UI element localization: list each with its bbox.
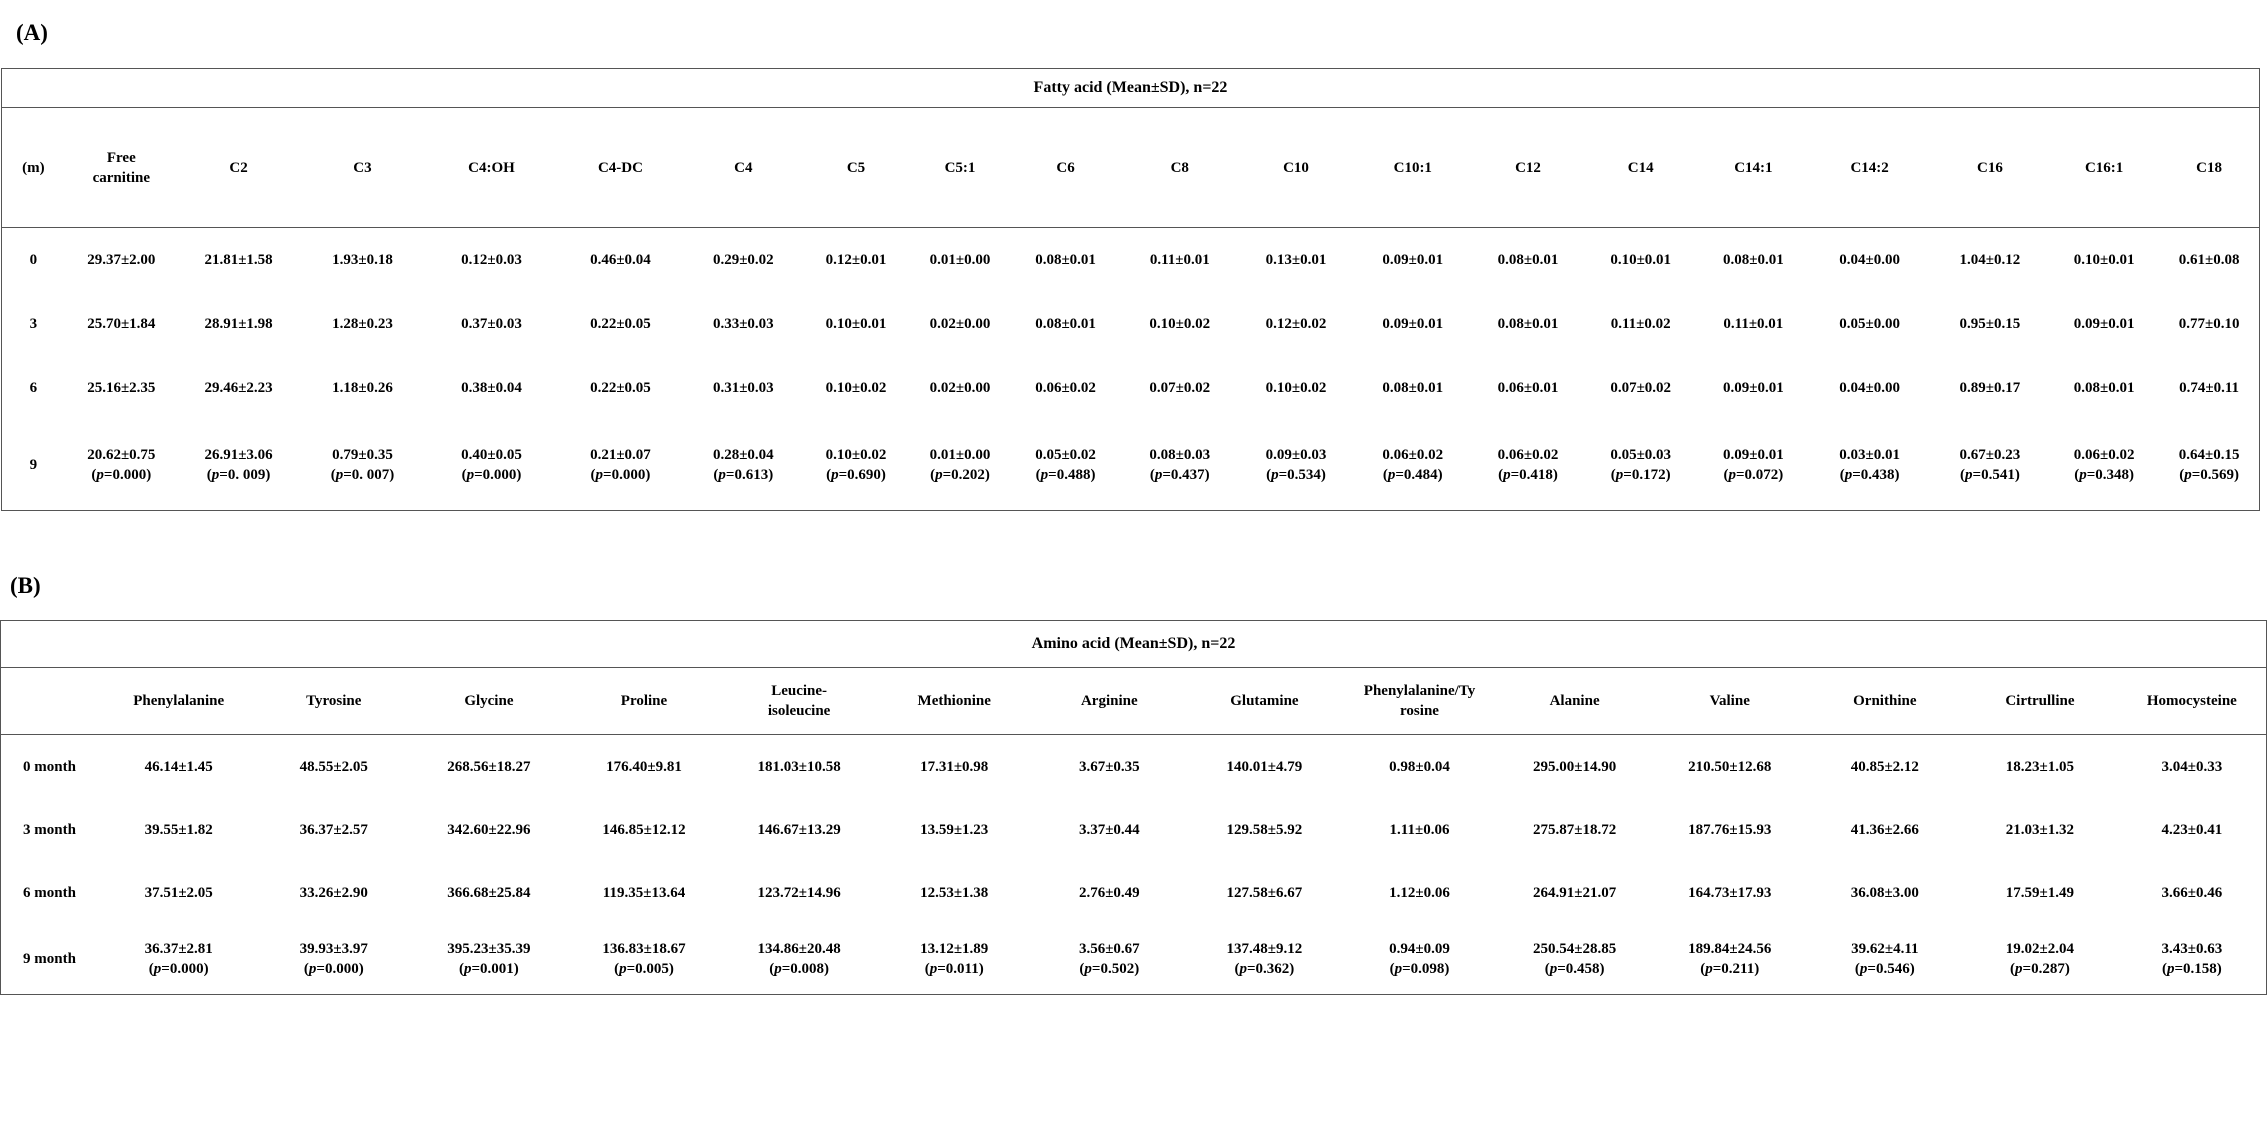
table-cell: 0.08±0.01	[1382, 380, 1444, 396]
table-cell: 0.08±0.01	[1722, 252, 1784, 268]
table-cell: 146.67±13.29	[757, 821, 841, 838]
table-cell: 123.72±14.96	[757, 884, 841, 901]
p-value: (p=0.008)	[769, 961, 829, 977]
table-cell: 4.23±0.41	[2161, 821, 2223, 838]
table-cell: 0.07±0.02	[1610, 380, 1672, 396]
table-cell	[1187, 924, 1342, 995]
mean-sd-value: 0.67±0.23	[1959, 447, 2021, 463]
table-cell	[1239, 420, 1352, 511]
row-label: 9	[29, 457, 38, 473]
table-cell: 264.91±21.07	[1532, 884, 1617, 901]
table-cell: 0.33±0.03	[712, 316, 774, 332]
table-cell: 0.08±0.01	[1497, 252, 1559, 268]
table-cell: 3.66±0.46	[2161, 884, 2223, 901]
column-header: Tyrosine	[257, 668, 412, 735]
table-cell	[1808, 420, 1930, 511]
column-header: C6	[1011, 108, 1120, 228]
column-header	[1, 668, 101, 735]
table-cell	[1962, 924, 2118, 995]
table-cell	[1011, 420, 1120, 511]
table-cell: 29.46±2.23	[204, 380, 273, 396]
table-cell: 0.13±0.01	[1265, 252, 1327, 268]
table-row	[2, 228, 2260, 293]
header-row	[2, 108, 2260, 228]
table-cell: 0.10±0.02	[825, 380, 887, 396]
table-cell	[1473, 420, 1583, 511]
table-cell: 3.67±0.35	[1078, 758, 1140, 775]
column-header: C4:OH	[426, 108, 558, 228]
mean-sd-value: 0.09±0.03	[1265, 447, 1327, 463]
table-cell: 210.50±12.68	[1688, 758, 1772, 775]
table-cell: 127.58±6.67	[1226, 884, 1303, 901]
table-cell: 28.91±1.98	[204, 316, 273, 332]
table-cell: 0.37±0.03	[461, 316, 522, 332]
column-header: C4	[684, 108, 803, 228]
column-header: Phenylalanine/Ty rosine	[1342, 668, 1498, 735]
p-value: (p=0.438)	[1839, 467, 1900, 483]
amino-acid-table-body	[1, 621, 2267, 995]
table-cell	[684, 420, 803, 511]
table-cell: 0.10±0.01	[1610, 252, 1672, 268]
table-cell: 0.12±0.01	[825, 252, 887, 268]
mean-sd-value: 0.28±0.04	[712, 447, 774, 463]
mean-sd-value: 19.02±2.04	[2005, 941, 2075, 957]
table-cell: 1.18±0.26	[332, 380, 393, 396]
p-value: (p=0.000)	[148, 961, 209, 977]
table-cell	[877, 924, 1032, 995]
table-cell: 0.09±0.01	[1382, 252, 1444, 268]
p-value: (p=0.158)	[2161, 961, 2222, 977]
table-cell: 0.08±0.01	[1035, 316, 1096, 332]
mean-sd-value: 0.06±0.02	[1497, 447, 1559, 463]
table-cell: 0.12±0.02	[1265, 316, 1327, 332]
p-value: (p=0.534)	[1266, 467, 1326, 483]
table-cell: 366.68±25.84	[447, 884, 531, 901]
column-header: Valine	[1652, 668, 1808, 735]
table-cell	[909, 420, 1011, 511]
column-header: Arginine	[1032, 668, 1188, 735]
table-cell	[1032, 924, 1188, 995]
p-value: (p=0.488)	[1035, 467, 1096, 483]
table-cell: 0.04±0.00	[1839, 380, 1900, 396]
column-header: Phenylalanine	[101, 668, 257, 735]
table-cell	[721, 924, 877, 995]
mean-sd-value: 0.06±0.02	[1382, 447, 1444, 463]
column-header: Free carnitine	[65, 108, 178, 228]
mean-sd-value: 0.05±0.03	[1610, 447, 1672, 463]
table-cell: 46.14±1.45	[144, 758, 213, 775]
row-label: 3 month	[23, 821, 76, 838]
row-label: 0	[29, 252, 38, 268]
row-label: 6 month	[23, 884, 76, 901]
column-header: C14	[1583, 108, 1698, 228]
table-cell: 17.31±0.98	[920, 758, 989, 775]
p-value: (p=0.546)	[1854, 961, 1915, 977]
column-header: C12	[1473, 108, 1583, 228]
table-cell: 0.09±0.01	[2073, 316, 2135, 332]
table-cell	[1698, 420, 1808, 511]
table-cell: 36.37±2.57	[299, 821, 368, 838]
column-header: C14:1	[1698, 108, 1808, 228]
mean-sd-value: 134.86±20.48	[757, 941, 841, 957]
column-header: C10:1	[1353, 108, 1473, 228]
table-cell: 0.12±0.03	[461, 252, 522, 268]
table-row	[2, 420, 2260, 511]
column-header: C3	[299, 108, 425, 228]
table-cell: 1.28±0.23	[332, 316, 393, 332]
p-value: (p=0.541)	[1960, 467, 2020, 483]
table-cell: 0.77±0.10	[2178, 316, 2240, 332]
table-cell: 1.11±0.06	[1389, 821, 1450, 838]
table-cell	[2118, 924, 2267, 995]
p-value: (p=0. 007)	[330, 467, 395, 483]
fatty-acid-table-body	[2, 69, 2260, 511]
table-cell: 119.35±13.64	[602, 884, 686, 901]
p-value: (p=0.437)	[1149, 467, 1210, 483]
panel-b-label: (B)	[10, 573, 41, 598]
p-value: (p=0.484)	[1382, 467, 1443, 483]
p-value: (p=0.211)	[1700, 961, 1760, 977]
table-cell: 0.10±0.02	[1265, 380, 1327, 396]
panel-a-label: (A)	[16, 20, 48, 45]
mean-sd-value: 0.79±0.35	[332, 447, 393, 463]
p-value: (p=0.287)	[2010, 961, 2070, 977]
p-value: (p=0.613)	[713, 467, 774, 483]
column-header: Leucine- isoleucine	[721, 668, 877, 735]
mean-sd-value: 0.05±0.02	[1035, 447, 1096, 463]
column-header: Glutamine	[1187, 668, 1342, 735]
table-row	[1, 924, 2267, 995]
mean-sd-value: 250.54±28.85	[1532, 941, 1617, 957]
table-cell: 0.08±0.01	[2073, 380, 2135, 396]
mean-sd-value: 0.03±0.01	[1839, 447, 1900, 463]
table-cell: 0.02±0.00	[929, 316, 991, 332]
table-row	[1, 798, 2267, 861]
table-row	[2, 292, 2260, 356]
p-value: (p=0. 009)	[206, 467, 271, 483]
column-header: Cirtrulline	[1962, 668, 2118, 735]
table-cell: 0.11±0.01	[1149, 252, 1210, 268]
mean-sd-value: 26.91±3.06	[204, 447, 273, 463]
mean-sd-value: 0.40±0.05	[461, 447, 522, 463]
p-value: (p=0.000)	[303, 961, 364, 977]
mean-sd-value: 137.48±9.12	[1226, 941, 1303, 957]
table-cell: 342.60±22.96	[447, 821, 531, 838]
p-value: (p=0.690)	[826, 467, 886, 483]
table-title: Amino acid (Mean±SD), n=22	[1, 621, 2267, 668]
table-cell	[1931, 420, 2049, 511]
table-cell	[426, 420, 558, 511]
table-cell: 0.61±0.08	[2178, 252, 2240, 268]
mean-sd-value: 0.01±0.00	[929, 447, 991, 463]
table-cell: 0.08±0.01	[1035, 252, 1096, 268]
table-cell: 0.02±0.00	[929, 380, 991, 396]
column-header: C10	[1239, 108, 1352, 228]
mean-sd-value: 0.94±0.09	[1389, 941, 1450, 957]
table-cell: 25.70±1.84	[87, 316, 156, 332]
column-header: Homocysteine	[2118, 668, 2267, 735]
p-value: (p=0.005)	[614, 961, 674, 977]
column-header: C4-DC	[557, 108, 683, 228]
p-value: (p=0.072)	[1723, 467, 1784, 483]
table-cell: 1.12±0.06	[1389, 884, 1450, 901]
table-cell: 0.31±0.03	[712, 380, 774, 396]
mean-sd-value: 0.64±0.15	[2178, 447, 2240, 463]
table-cell: 12.53±1.38	[920, 884, 989, 901]
table-cell: 164.73±17.93	[1688, 884, 1772, 901]
table-cell: 0.06±0.01	[1497, 380, 1559, 396]
table-cell	[257, 924, 412, 995]
table-cell: 268.56±18.27	[447, 758, 531, 775]
p-value: (p=0.172)	[1610, 467, 1671, 483]
column-header: C16:1	[2049, 108, 2159, 228]
table-cell: 0.11±0.01	[1723, 316, 1784, 332]
mean-sd-value: 39.62±4.11	[1851, 941, 1919, 957]
row-label: 6	[29, 380, 38, 396]
column-header: (m)	[2, 108, 65, 228]
table-cell: 21.03±1.32	[2005, 821, 2075, 838]
row-label: 9 month	[23, 951, 76, 967]
mean-sd-value: 36.37±2.81	[144, 941, 213, 957]
p-value: (p=0.502)	[1079, 961, 1140, 977]
mean-sd-value: 136.83±18.67	[602, 941, 686, 957]
column-header: C14:2	[1808, 108, 1930, 228]
table-cell	[803, 420, 909, 511]
table-cell: 0.10±0.01	[2073, 252, 2135, 268]
column-header: Methionine	[877, 668, 1032, 735]
table-row	[1, 861, 2267, 924]
column-header: C18	[2159, 108, 2259, 228]
p-value: (p=0.000)	[590, 467, 651, 483]
table-cell: 0.01±0.00	[929, 252, 991, 268]
table-cell: 36.08±3.00	[1850, 884, 1919, 901]
table-cell	[65, 420, 178, 511]
column-header: C2	[178, 108, 299, 228]
table-title-row	[1, 621, 2267, 668]
table-cell: 0.22±0.05	[590, 380, 651, 396]
table-cell	[567, 924, 722, 995]
p-value: (p=0.458)	[1544, 961, 1605, 977]
p-value: (p=0.569)	[2179, 467, 2239, 483]
table-cell: 176.40±9.81	[606, 758, 682, 775]
table-cell	[1808, 924, 1963, 995]
column-header: C16	[1931, 108, 2049, 228]
table-cell: 17.59±1.49	[2005, 884, 2075, 901]
row-label: 3	[29, 316, 38, 332]
table-cell	[1353, 420, 1473, 511]
table-cell	[2159, 420, 2259, 511]
table-cell: 0.10±0.02	[1149, 316, 1211, 332]
table-cell: 0.06±0.02	[1035, 380, 1096, 396]
table-cell: 181.03±10.58	[757, 758, 841, 775]
table-cell: 41.36±2.66	[1850, 821, 1919, 838]
table-cell: 37.51±2.05	[144, 884, 213, 901]
column-header: C8	[1120, 108, 1239, 228]
mean-sd-value: 189.84±24.56	[1688, 941, 1772, 957]
table-cell	[557, 420, 683, 511]
table-cell: 18.23±1.05	[2005, 758, 2075, 775]
mean-sd-value: 3.56±0.67	[1078, 941, 1140, 957]
mean-sd-value: 0.10±0.02	[825, 447, 887, 463]
table-cell: 3.04±0.33	[2161, 758, 2223, 775]
table-cell: 0.98±0.04	[1389, 758, 1450, 775]
p-value: (p=0.000)	[91, 467, 152, 483]
mean-sd-value: 13.12±1.89	[920, 941, 989, 957]
table-cell: 129.58±5.92	[1226, 821, 1303, 838]
table-cell: 29.37±2.00	[87, 252, 156, 268]
table-title: Fatty acid (Mean±SD), n=22	[2, 69, 2260, 108]
table-cell	[411, 924, 567, 995]
table-cell: 0.07±0.02	[1149, 380, 1211, 396]
table-cell: 21.81±1.58	[204, 252, 273, 268]
table-cell: 0.11±0.02	[1610, 316, 1671, 332]
p-value: (p=0.362)	[1234, 961, 1295, 977]
table-cell: 2.76±0.49	[1078, 884, 1140, 901]
mean-sd-value: 39.93±3.97	[299, 941, 368, 957]
table-cell: 1.04±0.12	[1959, 252, 2021, 268]
table-cell: 33.26±2.90	[299, 884, 368, 901]
table-cell: 13.59±1.23	[920, 821, 989, 838]
p-value: (p=0.098)	[1389, 961, 1450, 977]
table-cell	[1652, 924, 1808, 995]
column-header: Proline	[567, 668, 722, 735]
mean-sd-value: 395.23±35.39	[447, 941, 531, 957]
table-cell: 40.85±2.12	[1850, 758, 1919, 775]
table-cell: 0.04±0.00	[1839, 252, 1900, 268]
mean-sd-value: 0.21±0.07	[590, 447, 651, 463]
table-cell: 295.00±14.90	[1532, 758, 1617, 775]
table-cell: 0.09±0.01	[1382, 316, 1444, 332]
table-cell: 0.08±0.01	[1497, 316, 1559, 332]
table-cell: 0.38±0.04	[461, 380, 522, 396]
table-cell	[101, 924, 257, 995]
table-cell: 0.09±0.01	[1722, 380, 1784, 396]
table-row	[1, 735, 2267, 799]
p-value: (p=0.000)	[461, 467, 522, 483]
p-value: (p=0.348)	[2074, 467, 2135, 483]
table-cell: 275.87±18.72	[1532, 821, 1617, 838]
column-header: Glycine	[411, 668, 567, 735]
table-cell: 0.74±0.11	[2179, 380, 2240, 396]
table-cell: 48.55±2.05	[299, 758, 368, 775]
table-cell: 140.01±4.79	[1226, 758, 1303, 775]
p-value: (p=0.202)	[930, 467, 990, 483]
table-title-row	[2, 69, 2260, 108]
amino-acid-table	[0, 620, 2267, 995]
fatty-acid-table	[1, 68, 2260, 511]
table-cell	[1583, 420, 1698, 511]
table-cell: 0.89±0.17	[1959, 380, 2021, 396]
mean-sd-value: 3.43±0.63	[2161, 941, 2223, 957]
mean-sd-value: 0.06±0.02	[2073, 447, 2135, 463]
table-row	[2, 356, 2260, 420]
table-cell: 0.05±0.00	[1839, 316, 1900, 332]
table-cell: 146.85±12.12	[602, 821, 686, 838]
table-cell: 1.93±0.18	[332, 252, 393, 268]
table-cell: 0.22±0.05	[590, 316, 651, 332]
table-cell	[2049, 420, 2159, 511]
column-header: Alanine	[1497, 668, 1652, 735]
p-value: (p=0.418)	[1498, 467, 1558, 483]
table-cell: 0.10±0.01	[825, 316, 887, 332]
table-cell	[178, 420, 299, 511]
table-cell	[1120, 420, 1239, 511]
table-cell	[299, 420, 425, 511]
column-header: Ornithine	[1808, 668, 1963, 735]
p-value: (p=0.001)	[459, 961, 519, 977]
mean-sd-value: 0.09±0.01	[1722, 447, 1784, 463]
table-cell: 39.55±1.82	[144, 821, 213, 838]
row-label: 0 month	[23, 758, 76, 775]
table-cell: 3.37±0.44	[1078, 821, 1140, 838]
mean-sd-value: 0.08±0.03	[1149, 447, 1211, 463]
table-cell	[1497, 924, 1652, 995]
table-cell: 0.46±0.04	[590, 252, 651, 268]
table-cell: 0.29±0.02	[712, 252, 774, 268]
table-cell: 187.76±15.93	[1688, 821, 1772, 838]
table-cell	[1342, 924, 1498, 995]
table-cell: 25.16±2.35	[87, 380, 156, 396]
table-cell: 0.95±0.15	[1959, 316, 2021, 332]
p-value: (p=0.011)	[924, 961, 984, 977]
mean-sd-value: 20.62±0.75	[87, 447, 156, 463]
column-header: C5	[803, 108, 909, 228]
header-row	[1, 668, 2267, 735]
column-header: C5:1	[909, 108, 1011, 228]
